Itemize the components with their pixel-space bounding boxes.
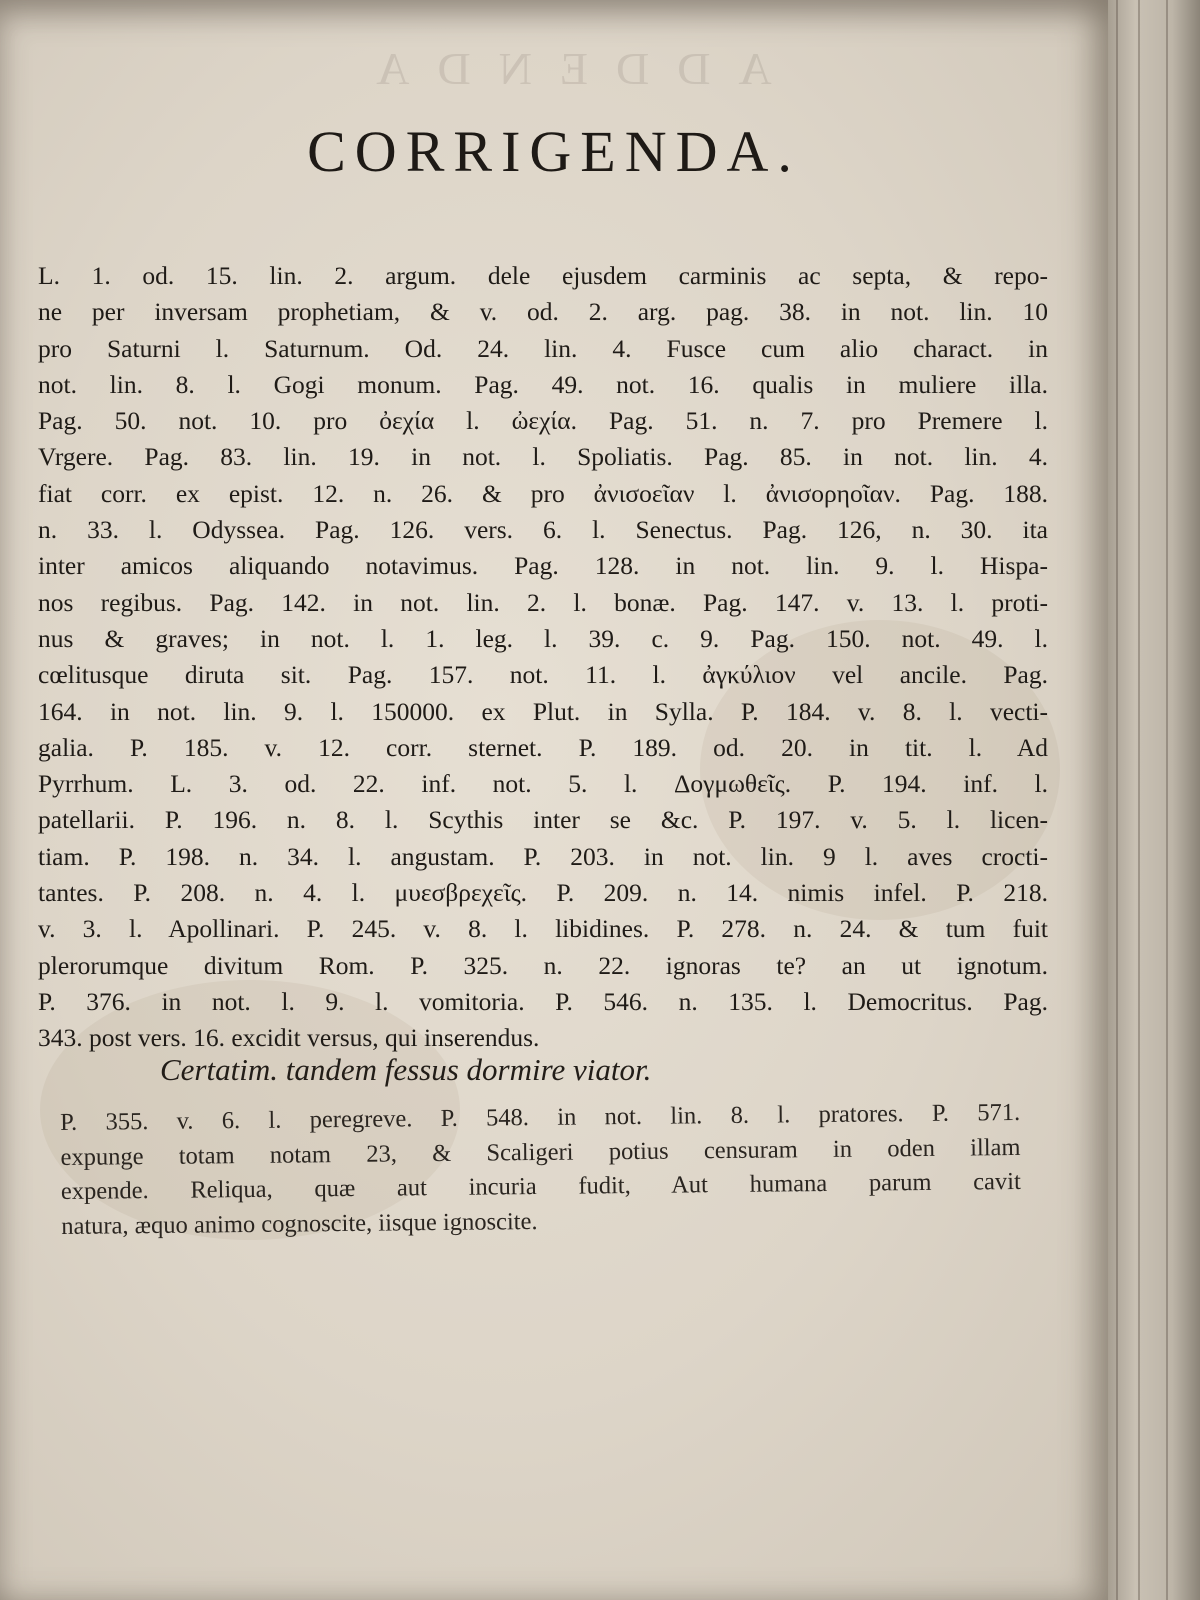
text-line: ne per inversam prophetiam, & v. od. 2. arg. pag. 38. in not. lin. 10 bbox=[38, 297, 1048, 327]
text-line: tiam. P. 198. n. 34. l. angustam. P. 203. in not. lin. 9 l. aves crocti- bbox=[38, 841, 1048, 871]
text-line: Vrgere. Pag. 83. lin. 19. in not. l. Spoliatis. Pag. 85. in not. lin. 4. bbox=[38, 442, 1048, 472]
errata-text bbox=[38, 258, 1048, 1057]
show-through-text: ADDENDA bbox=[348, 43, 772, 94]
text-line: fiat corr. ex epist. 12. n. 26. & pro ἀνισοεῖαν l. ἀνισορηοῖαν. Pag. 188. bbox=[38, 478, 1048, 508]
text-line: L. 1. od. 15. lin. 2. argum. dele ejusdem carminis ac septa, & repo- bbox=[38, 261, 1048, 290]
text-line: 343. post vers. 16. excidit versus, qui inserendus. bbox=[38, 1023, 540, 1053]
text-line: not. lin. 8. l. Gogi monum. Pag. 49. not. 16. qualis in muliere illa. bbox=[38, 369, 1048, 399]
text-line: P. 376. in not. l. 9. l. vomitoria. P. 546. n. 135. l. Democritus. Pag. bbox=[38, 986, 1048, 1016]
text-line: Pyrrhum. L. 3. od. 22. inf. not. 5. l. Δογμωθεῖς. P. 194. inf. l. bbox=[38, 769, 1048, 799]
text-line: patellarii. P. 196. n. 8. l. Scythis inter se &c. P. 197. v. 5. l. licen- bbox=[38, 805, 1048, 835]
page-title: CORRIGENDA. bbox=[307, 119, 801, 184]
text-line: 164. in not. lin. 9. l. 150000. ex Plut. in Sylla. P. 184. v. 8. l. vecti- bbox=[38, 696, 1048, 726]
closing-text bbox=[60, 1096, 1021, 1244]
text-line: v. 3. l. Apollinari. P. 245. v. 8. l. libidines. P. 278. n. 24. & tum fuit bbox=[38, 914, 1048, 944]
edge-line bbox=[1116, 0, 1118, 1600]
text-line: expunge totam notam 23, & Scaligeri potius censuram in oden illam bbox=[60, 1133, 1021, 1171]
inserted-verse: Certatim. tandem fessus dormire viator. bbox=[160, 1052, 652, 1087]
text-line: nos regibus. Pag. 142. in not. lin. 2. l. bonæ. Pag. 147. v. 13. l. proti- bbox=[38, 587, 1048, 617]
text-line: P. 355. v. 6. l. peregreve. P. 548. in not. lin. 8. l. pratores. P. 571. bbox=[60, 1098, 1021, 1136]
edge-line bbox=[1166, 0, 1168, 1600]
edge-line bbox=[1138, 0, 1140, 1600]
page-edge bbox=[1108, 0, 1200, 1600]
text-line: inter amicos aliquando notavimus. Pag. 128. in not. lin. 9. l. Hispa- bbox=[38, 551, 1048, 581]
text-line: Pag. 50. not. 10. pro ὀεχία l. ὠεχία. Pag. 51. n. 7. pro Premere l. bbox=[38, 406, 1048, 436]
text-line: cœlitusque diruta sit. Pag. 157. not. 11. l. ἀγκύλιον vel ancile. Pag. bbox=[38, 660, 1048, 690]
text-line: galia. P. 185. v. 12. corr. sternet. P. 189. od. 20. in tit. l. Ad bbox=[38, 732, 1048, 762]
text-line: expende. Reliqua, quæ aut incuria fudit, Aut humana parum cavit bbox=[60, 1167, 1021, 1205]
text-line: natura, æquo animo cognoscite, iisque ignoscite. bbox=[61, 1207, 538, 1240]
text-line: n. 33. l. Odyssea. Pag. 126. vers. 6. l. Senectus. Pag. 126, n. 30. ita bbox=[38, 515, 1048, 545]
text-line: plerorumque divitum Rom. P. 325. n. 22. ignoras te? an ut ignotum. bbox=[38, 950, 1048, 980]
text-line: nus & graves; in not. l. 1. leg. l. 39. c. 9. Pag. 150. not. 49. l. bbox=[38, 623, 1048, 653]
text-line: tantes. P. 208. n. 4. l. μυεσβρεχεῖς. P. 209. n. 14. nimis infel. P. 218. bbox=[38, 878, 1048, 908]
text-line: pro Saturni l. Saturnum. Od. 24. lin. 4. Fusce cum alio charact. in bbox=[38, 333, 1048, 363]
